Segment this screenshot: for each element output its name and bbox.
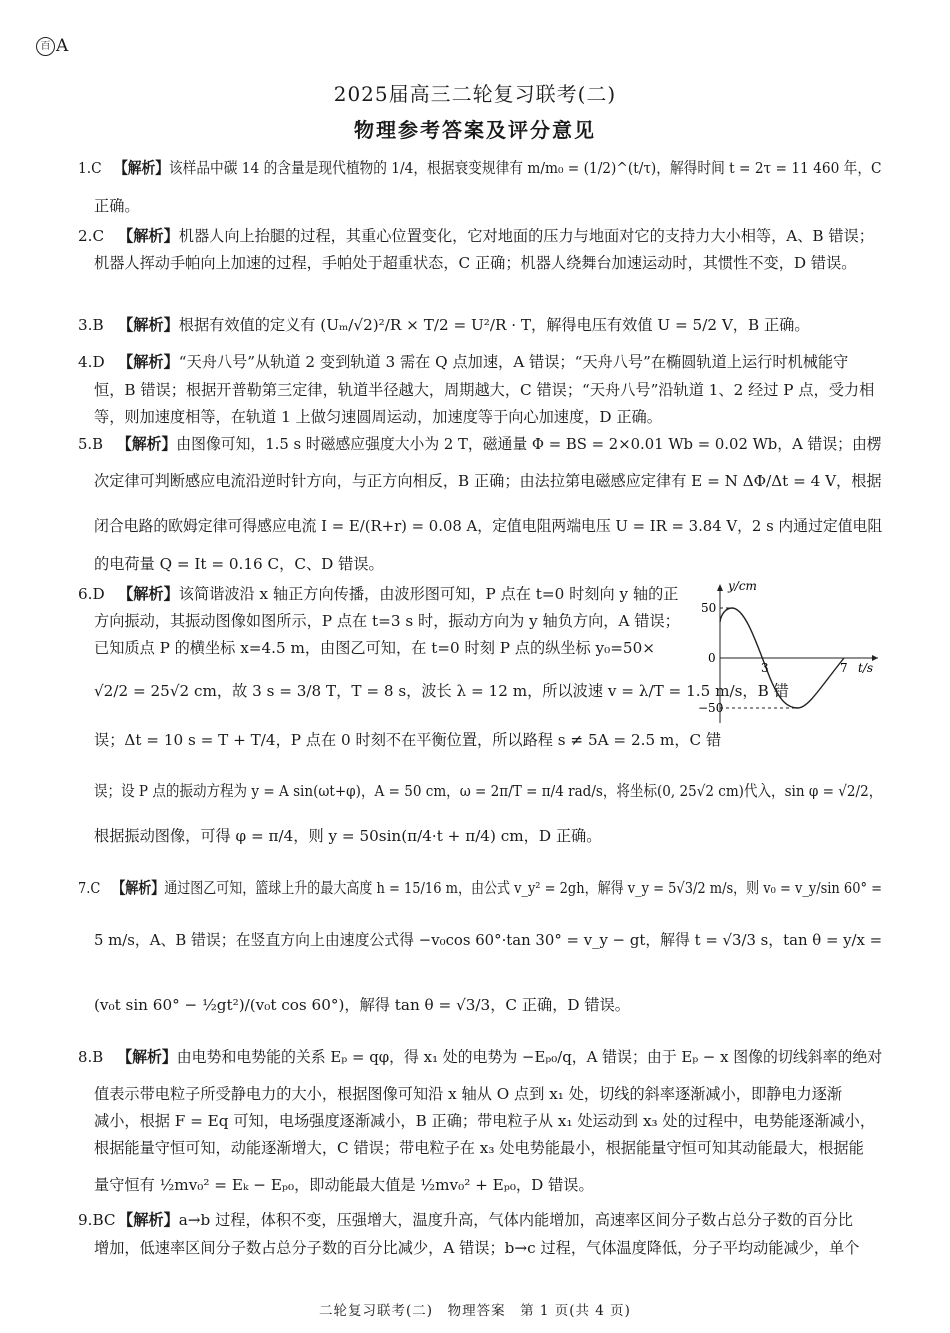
q9-text: a→b 过程，体积不变，压强增大，温度升高，气体内能增加，高速率区间分子数占总分子数的百分比 — [178, 1211, 853, 1229]
answer-number: 8.B — [78, 1048, 104, 1066]
t-axis-label: t/s — [858, 661, 874, 675]
answer-number: 5.B — [78, 435, 104, 453]
circled-char: 百 — [36, 37, 55, 56]
q2-line-2: 机器人挥动手帕向上加速的过程，手帕处于超重状态，C 正确；机器人绕舞台加速运动时，其惯性不变，D 错误。 — [94, 254, 857, 272]
analysis-tag: 【解析】 — [118, 316, 179, 334]
q6-line-5: 误；Δt = 10 s = T + T/4，P 点在 0 时刻不在平衡位置，所以路程 s ≠ 5A = 2.5 m，C 错 — [94, 731, 722, 749]
tick-neg50: −50 — [698, 701, 724, 715]
q4-line-1 — [78, 352, 848, 372]
answer-number: 4.D — [78, 353, 105, 371]
q1-line-2: 正确。 — [94, 197, 140, 215]
q6-line-3: 已知质点 P 的横坐标 x=4.5 m，由图乙可知，在 t=0 时刻 P 点的纵坐标 y₀=50× — [94, 639, 655, 657]
q7-line-2: 5 m/s，A、B 错误；在竖直方向上由速度公式得 −v₀cos 60°·tan 30° = v_y − gt，解得 t = √3/3 s，tan θ = y/x = — [94, 931, 883, 949]
q4-line-3: 等，则加速度相等，在轨道 1 上做匀速圆周运动，加速度等于向心加速度，D 正确。 — [94, 408, 662, 426]
q8-line-4: 根据能量守恒可知，动能逐渐增大，C 错误；带电粒子在 x₃ 处电势能最小，根据能量守恒可知其动能最大，根据能 — [94, 1139, 864, 1157]
q6-line-2: 方向振动，其振动图像如图所示，P 点在 t=3 s 时，振动方向为 y 轴负方向，A 错误； — [94, 612, 680, 630]
answer-number: 3.B — [78, 316, 104, 334]
q5-line-4: 的电荷量 Q = It = 0.16 C，C、D 错误。 — [94, 555, 384, 573]
q5-line-3: 闭合电路的欧姆定律可得感应电流 I = E/(R+r) = 0.08 A，定值电阻两端电压 U = IR = 3.84 V，2 s 内通过定值电阻 — [94, 517, 883, 535]
analysis-tag: 【解析】 — [117, 1048, 177, 1066]
q4-line-2: 恒，B 错误；根据开普勒第三定律，轨道半径越大，周期越大，C 错误；“天舟八号”沿轨道 1、2 经过 P 点，受力相 — [94, 381, 875, 399]
version-letter: A — [56, 36, 69, 56]
analysis-tag: 【解析】 — [112, 879, 165, 897]
q5-line-1 — [78, 434, 882, 454]
q3-line-1 — [78, 315, 810, 335]
q9-line-1 — [78, 1210, 853, 1230]
tick-3: 3 — [761, 661, 769, 675]
y-axis-arrow — [717, 584, 723, 591]
q8-text: 由电势和电势能的关系 Eₚ = qφ，得 x₁ 处的电势为 −Eₚ₀/q，A 错误；由于 Eₚ − x 图像的切线斜率的绝对 — [176, 1048, 883, 1066]
paper-version-mark — [36, 36, 68, 56]
q1-line-1 — [78, 158, 882, 178]
tick-7: 7 — [840, 661, 848, 675]
q6-text: 该简谐波沿 x 轴正方向传播，由波形图可知，P 点在 t=0 时刻向 y 轴的正 — [178, 585, 679, 603]
tick-50: 50 — [701, 601, 717, 615]
analysis-tag: 【解析】 — [114, 159, 169, 177]
q8-line-3: 减小，根据 F = Eq 可知，电场强度逐渐减小，B 正确；带电粒子从 x₁ 处运动到 x₃ 处的过程中，电势能逐渐减小， — [94, 1112, 876, 1130]
q2-text: 机器人向上抬腿的过程，其重心位置变化，它对地面的压力与地面对它的支持力大小相等，A、B 错误； — [178, 227, 874, 245]
answer-number: 6.D — [78, 585, 105, 603]
q7-line-3: (v₀t sin 60° − ½gt²)/(v₀t cos 60°)，解得 tan θ = √3/3，C 正确，D 错误。 — [94, 996, 630, 1014]
q6-line-4: √2/2 = 25√2 cm，故 3 s = 3/8 T，T = 8 s，波长 λ = 12 m，所以波速 v = λ/T = 1.5 m/s，B 错 — [94, 682, 789, 700]
q9-line-2: 增加，低速率区间分子数占总分子数的百分比减少，A 错误；b→c 过程，气体温度降低，分子平均动能减少，单个 — [94, 1239, 860, 1257]
q5-text: 由图像可知，1.5 s 时磁感应强度大小为 2 T，磁通量 Φ = BS = 2×0.01 Wb = 0.02 Wb，A 错误；由楞 — [176, 435, 882, 453]
q6-line-6: 误；设 P 点的振动方程为 y = A sin(ωt+φ)，A = 50 cm，ω = 2π/T = π/4 rad/s，将坐标(0, 25√2 cm)代入，sin φ = √2/2， — [94, 782, 883, 800]
q2-line-1 — [78, 226, 874, 246]
answer-number: 9.BC — [78, 1211, 116, 1229]
q8-line-1 — [78, 1047, 882, 1067]
analysis-tag: 【解析】 — [118, 227, 179, 245]
q3-text: 根据有效值的定义有 (Uₘ/√2)²/R × T/2 = U²/R · T，解得电压有效值 U = 5/2 V，B 正确。 — [178, 316, 810, 334]
answer-number: 1.C — [78, 159, 102, 177]
page-footer: 二轮复习联考(二) 物理答案 第 1 页(共 4 页) — [319, 1303, 631, 1319]
q5-line-2: 次定律可判断感应电流沿逆时针方向，与正方向相反，B 正确；由法拉第电磁感应定律有 E = N ΔΦ/Δt = 4 V，根据 — [94, 472, 882, 490]
q6-line-1 — [78, 584, 678, 604]
page-title: 2025届高三二轮复习联考(二) — [333, 82, 617, 106]
answer-number: 2.C — [78, 227, 105, 245]
vibration-graph — [698, 578, 884, 728]
q8-line-2: 值表示带电粒子所受静电力的大小，根据图像可知沿 x 轴从 O 点到 x₁ 处，切线的斜率逐渐减小，即静电力逐渐 — [94, 1085, 843, 1103]
q7-text: 通过图乙可知，篮球上升的最大高度 h = 15/16 m，由公式 v_y² = 2gh，解得 v_y = 5√3/2 m/s，则 v₀ = v_y/sin 60° = — [164, 879, 883, 897]
answer-number: 7.C — [78, 879, 101, 897]
page-subtitle: 物理参考答案及评分意见 — [354, 118, 596, 142]
q8-line-5: 量守恒有 ½mv₀² = Eₖ − Eₚ₀，即动能最大值是 ½mv₀² + Eₚ₀，D 错误。 — [94, 1176, 594, 1194]
analysis-tag: 【解析】 — [118, 1211, 179, 1229]
analysis-tag: 【解析】 — [118, 585, 179, 603]
q6-line-7: 根据振动图像，可得 φ = π/4，则 y = 50sin(π/4·t + π/4) cm，D 正确。 — [94, 827, 602, 845]
y-axis-label: y/cm — [728, 579, 757, 593]
analysis-tag: 【解析】 — [118, 353, 179, 371]
tick-0: 0 — [708, 651, 716, 665]
q4-text: “天舟八号”从轨道 2 变到轨道 3 需在 Q 点加速，A 错误；“天舟八号”在椭圆轨道上运行时机械能守 — [178, 353, 849, 371]
q1-text: 该样品中碳 14 的含量是现代植物的 1/4，根据衰变规律有 m/m₀ = (1/2)^(t/τ)，解得时间 t = 2τ = 11 460 年，C — [168, 159, 882, 177]
q7-line-1 — [78, 878, 882, 898]
analysis-tag: 【解析】 — [117, 435, 177, 453]
